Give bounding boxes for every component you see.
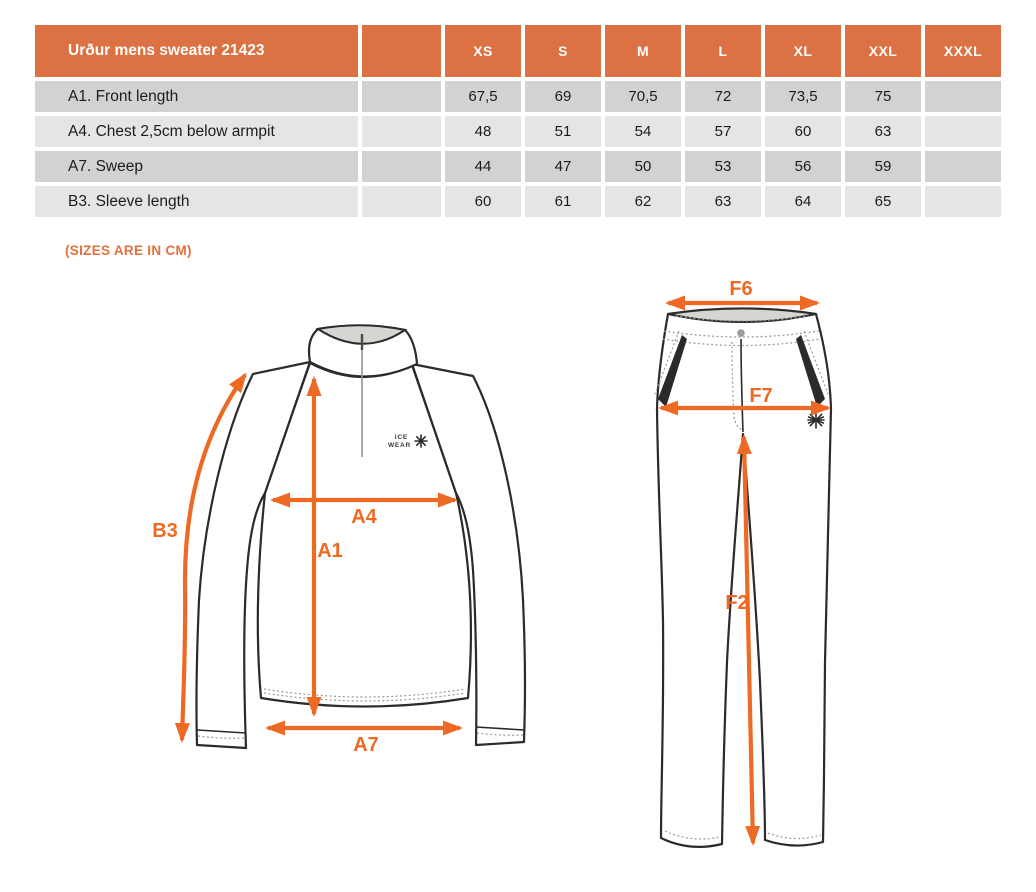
pants-outline [657,309,831,847]
a1-label: A1 [317,540,343,562]
row-label: A1. Front length [35,81,358,112]
logo-text-wear: WEAR [387,442,411,449]
logo-text-ice: ICE [394,434,408,441]
table-title: Urður mens sweater 21423 [35,25,358,77]
size-col-header-l: L [685,25,761,77]
value-cell: 54 [605,116,681,147]
row-spacer [362,151,441,182]
value-cell: 75 [845,81,921,112]
value-cell: 72 [685,81,761,112]
value-cell: 64 [765,186,841,217]
sizes-in-cm-note: (SIZES ARE IN CM) [65,243,192,258]
size-col-header-xl: XL [765,25,841,77]
value-cell: 53 [685,151,761,182]
value-cell: 56 [765,151,841,182]
value-cell: 50 [605,151,681,182]
table-header-spacer [362,25,441,77]
size-col-header-xxl: XXL [845,25,921,77]
value-cell [925,116,1001,147]
logo-snowflake-icon [415,435,427,447]
value-cell: 48 [445,116,521,147]
row-label: B3. Sleeve length [35,186,358,217]
f7-label: F7 [749,385,773,407]
value-cell: 62 [605,186,681,217]
f2-label: F2 [725,592,749,614]
value-cell: 59 [845,151,921,182]
size-col-header-xxxl: XXXL [925,25,1001,77]
value-cell: 57 [685,116,761,147]
value-cell [925,151,1001,182]
row-label: A4. Chest 2,5cm below armpit [35,116,358,147]
value-cell: 63 [685,186,761,217]
icewear-logo [388,434,427,449]
sweater-diagram [140,290,570,765]
row-spacer [362,81,441,112]
value-cell: 67,5 [445,81,521,112]
f6-label: F6 [729,278,753,300]
value-cell [925,81,1001,112]
row-spacer [362,186,441,217]
size-table [35,25,1001,217]
value-cell: 61 [525,186,601,217]
size-col-header-xs: XS [445,25,521,77]
size-col-header-s: S [525,25,601,77]
value-cell: 44 [445,151,521,182]
value-cell: 47 [525,151,601,182]
value-cell: 60 [765,116,841,147]
row-spacer [362,116,441,147]
row-label: A7. Sweep [35,151,358,182]
pants-diagram [620,272,950,872]
size-col-header-m: M [605,25,681,77]
value-cell: 65 [845,186,921,217]
value-cell [925,186,1001,217]
value-cell: 69 [525,81,601,112]
value-cell: 63 [845,116,921,147]
value-cell: 73,5 [765,81,841,112]
waist-button [737,329,745,337]
pants-snowflake-icon [808,412,824,428]
a4-label: A4 [351,506,377,528]
value-cell: 70,5 [605,81,681,112]
a7-label: A7 [353,734,379,756]
value-cell: 51 [525,116,601,147]
value-cell: 60 [445,186,521,217]
b3-label: B3 [152,520,178,542]
